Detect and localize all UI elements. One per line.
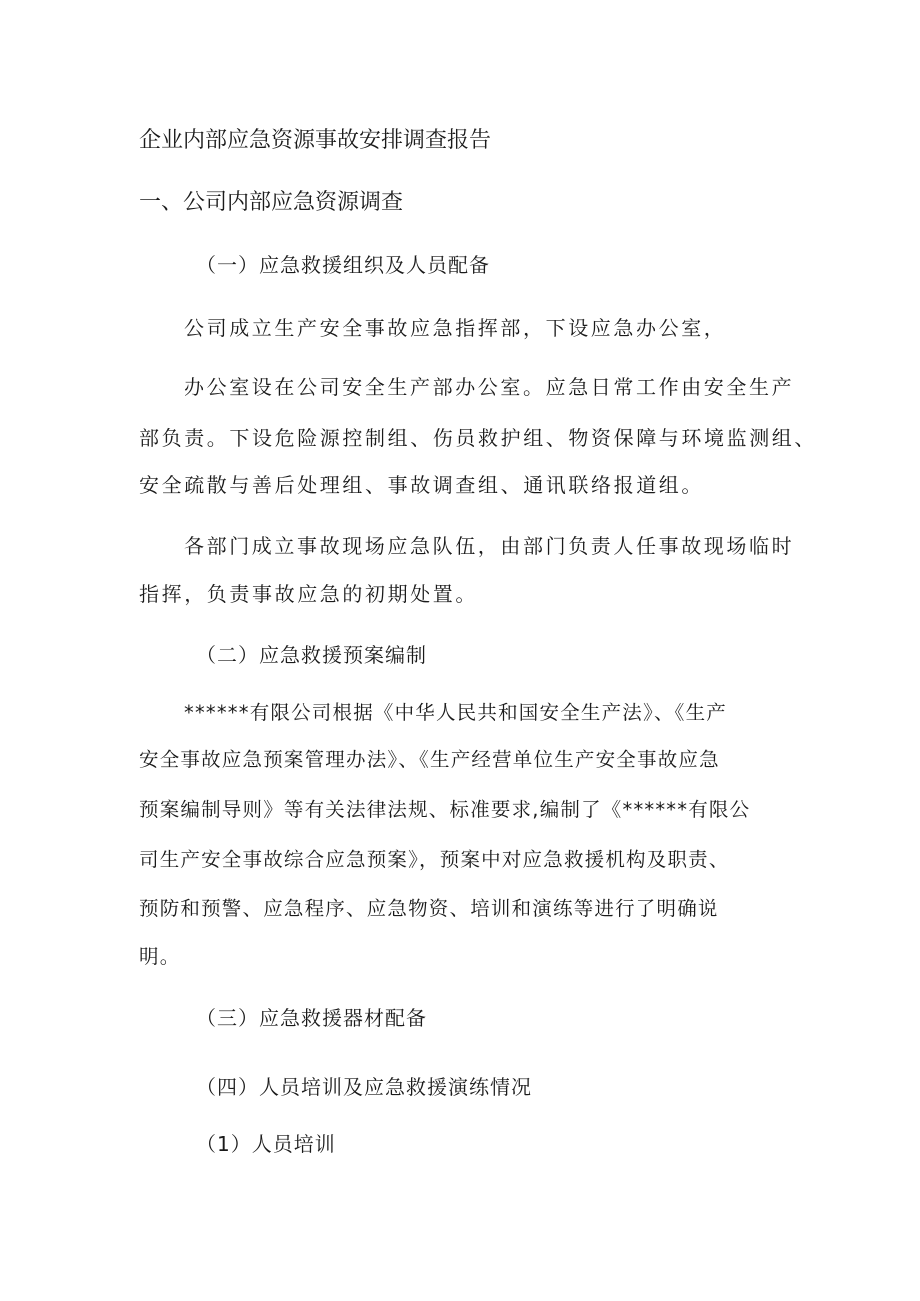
paragraph-line: 安全疏散与善后处理组、事故调查组、通讯联络报道组。: [139, 473, 704, 497]
paragraph-line: 预案编制导则》等有关法律法规、标准要求,编制了《******有限公: [139, 798, 751, 821]
section-heading-1: 一、公司内部应急资源调查: [139, 190, 404, 215]
subsection-heading-1: （一）应急救援组织及人员配备: [196, 253, 490, 277]
paragraph-line: 安全事故应急预案管理办法》、《生产经营单位生产安全事故应急: [139, 748, 720, 771]
paragraph-line: 司生产安全事故综合应急预案》，预案中对应急救援机构及职责、: [139, 848, 730, 871]
paragraph-line: ******有限公司根据《中华人民共和国安全生产法》、《生产: [184, 701, 728, 724]
subsection-heading-4: （四）人员培训及应急救援演练情况: [196, 1075, 532, 1099]
paragraph-line: 部负责。下设危险源控制组、伤员救护组、物资保障与环境监测组、: [139, 426, 817, 450]
list-item-heading: （1）人员培训: [196, 1132, 336, 1156]
paragraph-line: 公司成立生产安全事故应急指挥部，下设应急办公室，: [184, 316, 727, 340]
document-title: 企业内部应急资源事故安排调查报告: [139, 128, 492, 153]
subsection-heading-2: （二）应急救援预案编制: [196, 643, 427, 667]
paragraph-line: 办公室设在公司安全生产部办公室。应急日常工作由安全生产: [184, 375, 795, 399]
paragraph-line: 预防和预警、应急程序、应急物资、培训和演练等进行了明确说: [139, 897, 719, 920]
paragraph-line: 指挥，负责事故应急的初期处置。: [139, 582, 478, 606]
subsection-heading-3: （三）应急救援器材配备: [196, 1006, 427, 1030]
paragraph-line: 明。: [139, 945, 181, 968]
paragraph-line: 各部门成立事故现场应急队伍，由部门负责人任事故现场临时: [184, 534, 795, 558]
